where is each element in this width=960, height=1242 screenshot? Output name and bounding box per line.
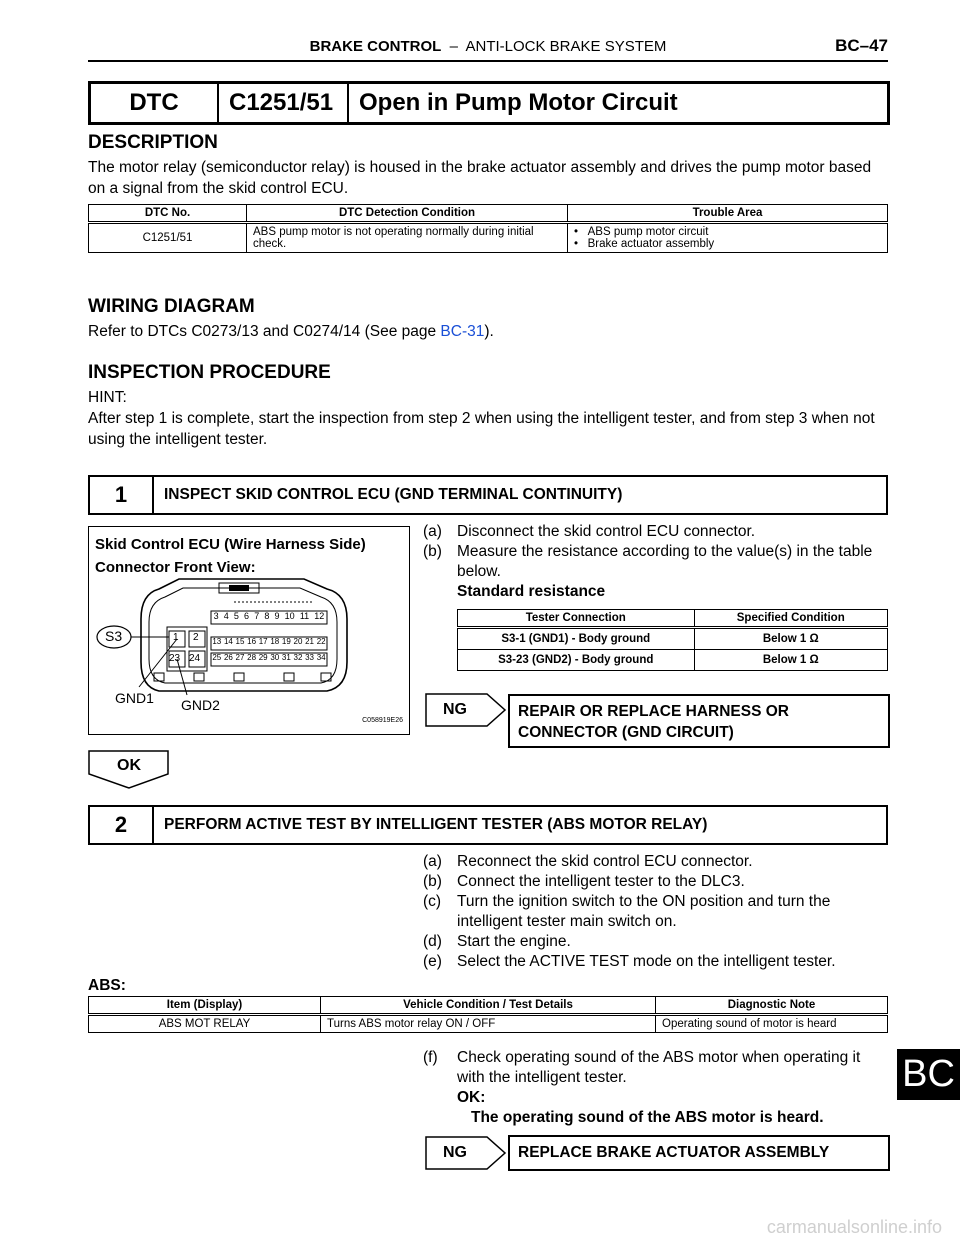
dtc-title: Open in Pump Motor Circuit — [359, 89, 678, 116]
step-1-box — [88, 475, 888, 515]
resistance-table — [457, 609, 888, 671]
section-tab: BC — [897, 1049, 960, 1100]
ok-criteria-text: The operating sound of the ABS motor is heard. — [471, 1109, 824, 1126]
pin-label: 26 — [223, 653, 233, 662]
pin-label: 3 — [213, 611, 219, 621]
pin-label: 13 — [212, 637, 222, 646]
ok-criteria-label: OK: — [457, 1089, 486, 1106]
figure-subtitle: Connector Front View: — [95, 559, 256, 576]
pin-label: 30 — [270, 653, 280, 662]
trouble-area-item: • Brake actuator assembly — [574, 238, 715, 250]
pin-label: 19 — [281, 637, 291, 646]
active-test-header: Diagnostic Note — [656, 997, 888, 1015]
instruction-item: (b) Connect the intelligent tester to the DLC3. — [423, 873, 745, 890]
header-dash: – — [449, 38, 458, 55]
active-test-table — [88, 996, 888, 1033]
instruction-item: (b) Measure the resistance according to the value(s) in the table below. — [423, 543, 873, 580]
figure-code: C058919E26 — [362, 717, 403, 724]
standard-resistance-label: Standard resistance — [457, 583, 606, 600]
watermark: carmanualsonline.info — [766, 1217, 942, 1237]
resistance-table-header: Specified Condition — [694, 610, 888, 628]
pin-label: 28 — [247, 653, 257, 662]
ng-result-box: REPAIR OR REPLACE HARNESS OR CONNECTOR (GND CIRCUIT) — [508, 694, 890, 748]
step-title: INSPECT SKID CONTROL ECU (GND TERMINAL CONTINUITY) — [164, 486, 623, 503]
pin-label: 1 — [173, 632, 179, 643]
pin-label: 4 — [223, 611, 229, 621]
pin-label: 23 — [169, 653, 181, 664]
ng-label: NG — [443, 1144, 467, 1161]
instruction-item: (a) Reconnect the skid control ECU connector. — [423, 853, 753, 870]
step-f-instruction — [423, 1048, 888, 1128]
active-test-header: Item (Display) — [89, 997, 321, 1015]
pin-label: 22 — [316, 637, 326, 646]
pin-label: 5 — [233, 611, 239, 621]
ng-label: NG — [443, 701, 467, 718]
dtc-table — [88, 204, 888, 253]
pin-label: 14 — [223, 637, 233, 646]
pin-label: 7 — [254, 611, 260, 621]
abs-label: ABS: — [88, 977, 126, 994]
header-section: BRAKE CONTROL — [309, 38, 442, 55]
step-2-instructions — [423, 852, 888, 972]
page-link[interactable]: BC-31 — [440, 323, 485, 340]
resistance-table-cell: Below 1 Ω — [694, 628, 888, 650]
ng-result-box: REPLACE BRAKE ACTUATOR ASSEMBLY — [508, 1135, 890, 1171]
pin-row-top — [211, 611, 327, 621]
active-test-cell: Operating sound of motor is heard — [656, 1015, 888, 1033]
active-test-cell: ABS MOT RELAY — [89, 1015, 321, 1033]
dtc-title-box — [88, 81, 890, 125]
pin-label: 16 — [247, 637, 257, 646]
wiring-heading: WIRING DIAGRAM — [88, 296, 255, 317]
header-subsection: ANTI-LOCK BRAKE SYSTEM — [465, 38, 667, 55]
dtc-table-header: DTC Detection Condition — [247, 205, 568, 223]
pin-label: 33 — [305, 653, 314, 662]
instruction-item: (a) Disconnect the skid control ECU connector. — [423, 523, 756, 540]
pin-label: 2 — [193, 632, 199, 643]
pin-label: 29 — [258, 653, 268, 662]
description-text: The motor relay (semiconductor relay) is housed in the brake actuator assembly and drives the pump motor based on a signal from the skid control ECU. — [88, 159, 872, 197]
ok-label: OK — [117, 757, 141, 774]
dtc-table-header: Trouble Area — [568, 205, 888, 223]
pin-label: 15 — [235, 637, 245, 646]
instruction-item: (e) Select the ACTIVE TEST mode on the intelligent tester. — [423, 953, 836, 970]
hint-label: HINT: — [88, 389, 127, 406]
pin-label: 18 — [270, 637, 280, 646]
resistance-table-cell: Below 1 Ω — [694, 650, 888, 671]
figure-title: Skid Control ECU (Wire Harness Side) — [95, 536, 366, 553]
gnd1-label: GND1 — [115, 690, 154, 706]
header-title — [88, 38, 888, 55]
step-title: PERFORM ACTIVE TEST BY INTELLIGENT TESTER (ABS MOTOR RELAY) — [164, 816, 708, 833]
connector-label: S3 — [105, 628, 123, 644]
dtc-table-cell: C1251/51 — [89, 223, 247, 253]
instruction-item: (d) Start the engine. — [423, 933, 571, 950]
pin-label: 21 — [305, 637, 314, 646]
pin-label: 12 — [314, 611, 325, 621]
pin-label: 34 — [316, 653, 326, 662]
pin-row-bottom — [211, 653, 327, 662]
pin-label: 25 — [212, 653, 222, 662]
pin-label: 11 — [299, 611, 310, 621]
dtc-table-header: DTC No. — [89, 205, 247, 223]
resistance-table-cell: S3-23 (GND2) - Body ground — [458, 650, 695, 671]
pin-label: 17 — [258, 637, 268, 646]
description-heading: DESCRIPTION — [88, 132, 218, 153]
wiring-text: Refer to DTCs C0273/13 and C0274/14 (See page BC-31). — [88, 323, 494, 340]
pin-label: 27 — [235, 653, 245, 662]
active-test-cell: Turns ABS motor relay ON / OFF — [321, 1015, 656, 1033]
dtc-table-cell: ABS pump motor is not operating normally during initial check. — [247, 223, 568, 253]
pin-label: 9 — [274, 611, 280, 621]
dtc-label: DTC — [91, 84, 219, 122]
dtc-table-cell-areas — [568, 223, 888, 253]
step-number: 1 — [90, 477, 154, 513]
page-header — [88, 36, 888, 62]
resistance-table-header: Tester Connection — [458, 610, 695, 628]
active-test-header: Vehicle Condition / Test Details — [321, 997, 656, 1015]
step-number: 2 — [90, 807, 154, 843]
hint-text: After step 1 is complete, start the inspection from step 2 when using the intelligent tester, and from step 3 when not using the intelligent tester. — [88, 410, 875, 448]
instruction-item: (c) Turn the ignition switch to the ON position and turn the intelligent tester main switch on. — [423, 893, 831, 930]
page-number: BC–47 — [835, 36, 888, 55]
gnd2-label: GND2 — [181, 697, 220, 713]
connector-figure — [88, 526, 410, 735]
pin-label: 20 — [293, 637, 303, 646]
pin-label: 6 — [244, 611, 250, 621]
pin-label: 31 — [281, 653, 291, 662]
resistance-table-cell: S3-1 (GND1) - Body ground — [458, 628, 695, 650]
header-rule — [88, 60, 888, 62]
step-2-box — [88, 805, 888, 845]
trouble-area-item: • ABS pump motor circuit — [574, 226, 709, 238]
step-1-instructions — [423, 522, 888, 602]
pin-label: 8 — [264, 611, 270, 621]
instruction-item: (f) Check operating sound of the ABS motor when operating it with the intelligent tester. — [423, 1049, 861, 1086]
pin-label: 24 — [189, 653, 201, 664]
inspection-heading: INSPECTION PROCEDURE — [88, 362, 331, 383]
pin-row-middle — [211, 637, 327, 646]
pin-label: 32 — [293, 653, 303, 662]
dtc-code: C1251/51 — [219, 84, 349, 122]
pin-label: 10 — [284, 611, 295, 621]
